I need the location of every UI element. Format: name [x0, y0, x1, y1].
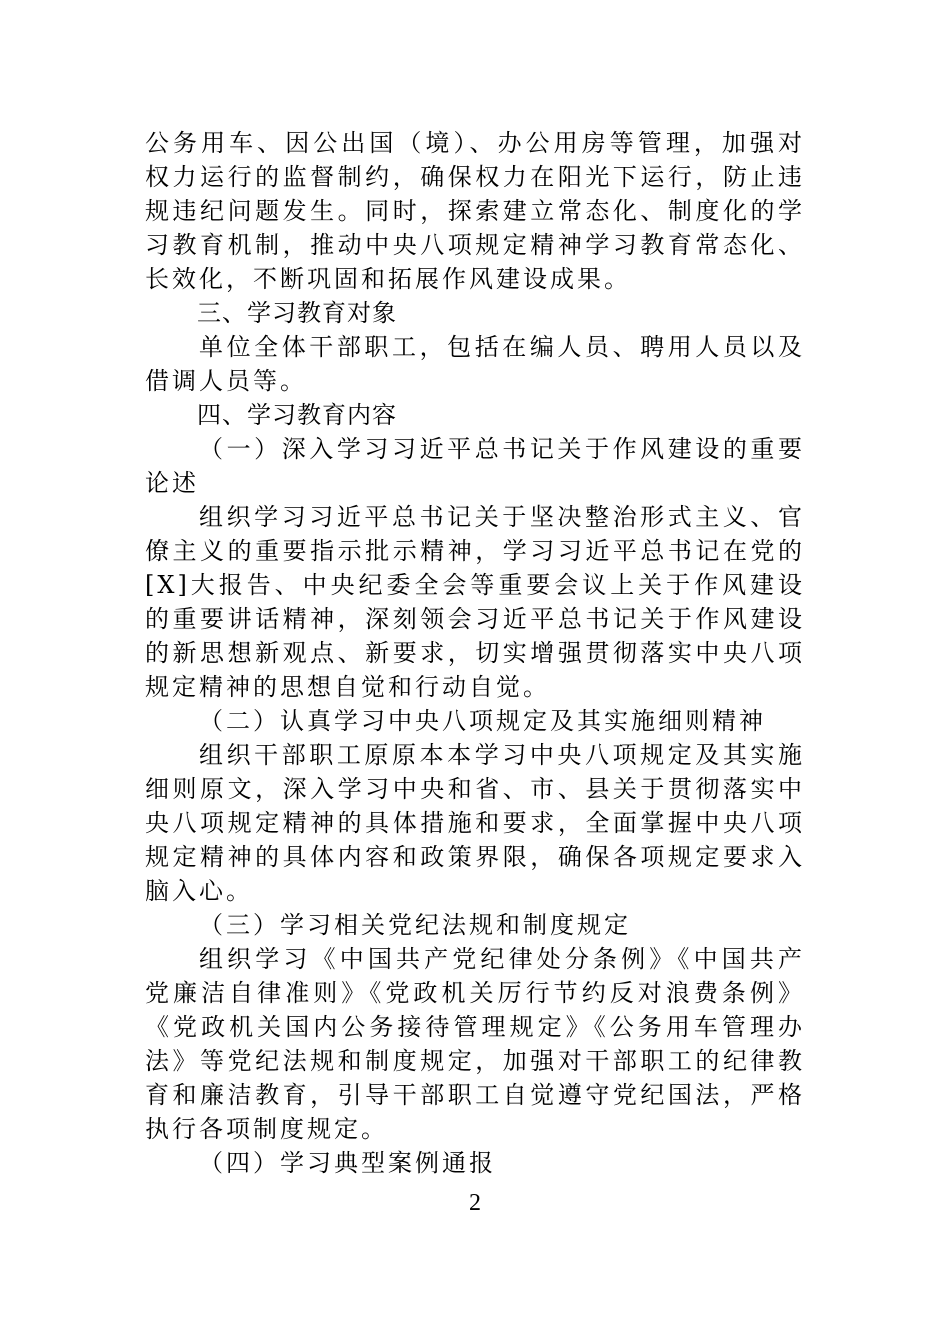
paragraph-study-3: 组织学习《中国共产党纪律处分条例》《中国共产党廉洁自律准则》《党政机关厉行节约反对浪费条例》《党政机关国内公务接待管理规定》《公务用车管理办法》等党纪法规和制度规定，加强对干部职工的纪律教育和廉洁教育，引导干部职工自觉遵守党纪国法，严格执行各项制度规定。 [145, 945, 805, 1143]
subheading-3: （三）学习相关党纪法规和制度规定 [199, 911, 631, 939]
paragraph-study-1: 组织学习习近平总书记关于坚决整治形式主义、官僚主义的重要指示批示精神，学习习近平总书记在党的 [X]大报告、中央纪委全会等重要会议上关于作风建设的重要讲话精神，深刻领会习近平总书记关于作风建设的新思想新观点、新要求，切实增强贯彻落实中央八项规定精神的思想自觉和行动自觉。 [145, 503, 805, 701]
subheading-2: （二）认真学习中央八项规定及其实施细则精神 [199, 707, 766, 735]
paragraph-study-targets: 单位全体干部职工，包括在编人员、聘用人员以及借调人员等。 [145, 333, 805, 395]
document-body [145, 126, 805, 1180]
paragraph-continuation: 公务用车、因公出国（境）、办公用房等管理，加强对权力运行的监督制约，确保权力在阳光下运行，防止违规违纪问题发生。同时，探索建立常态化、制度化的学习教育机制，推动中央八项规定精神学习教育常态化、长效化，不断巩固和拓展作风建设成果。 [145, 129, 805, 293]
subheading-4: （四）学习典型案例通报 [199, 1149, 496, 1177]
section-heading-4: 四、学习教育内容 [197, 401, 397, 429]
subheading-1: （一）深入学习习近平总书记关于作风建设的重要论述 [145, 435, 805, 497]
paragraph-study-2: 组织干部职工原原本本学习中央八项规定及其实施细则原文，深入学习中央和省、市、县关于贯彻落实中央八项规定精神的具体措施和要求，全面掌握中央八项规定精神的具体内容和政策界限，确保各项规定要求入脑入心。 [145, 741, 805, 905]
section-heading-3: 三、学习教育对象 [197, 299, 397, 327]
page-number: 2 [469, 1190, 481, 1216]
